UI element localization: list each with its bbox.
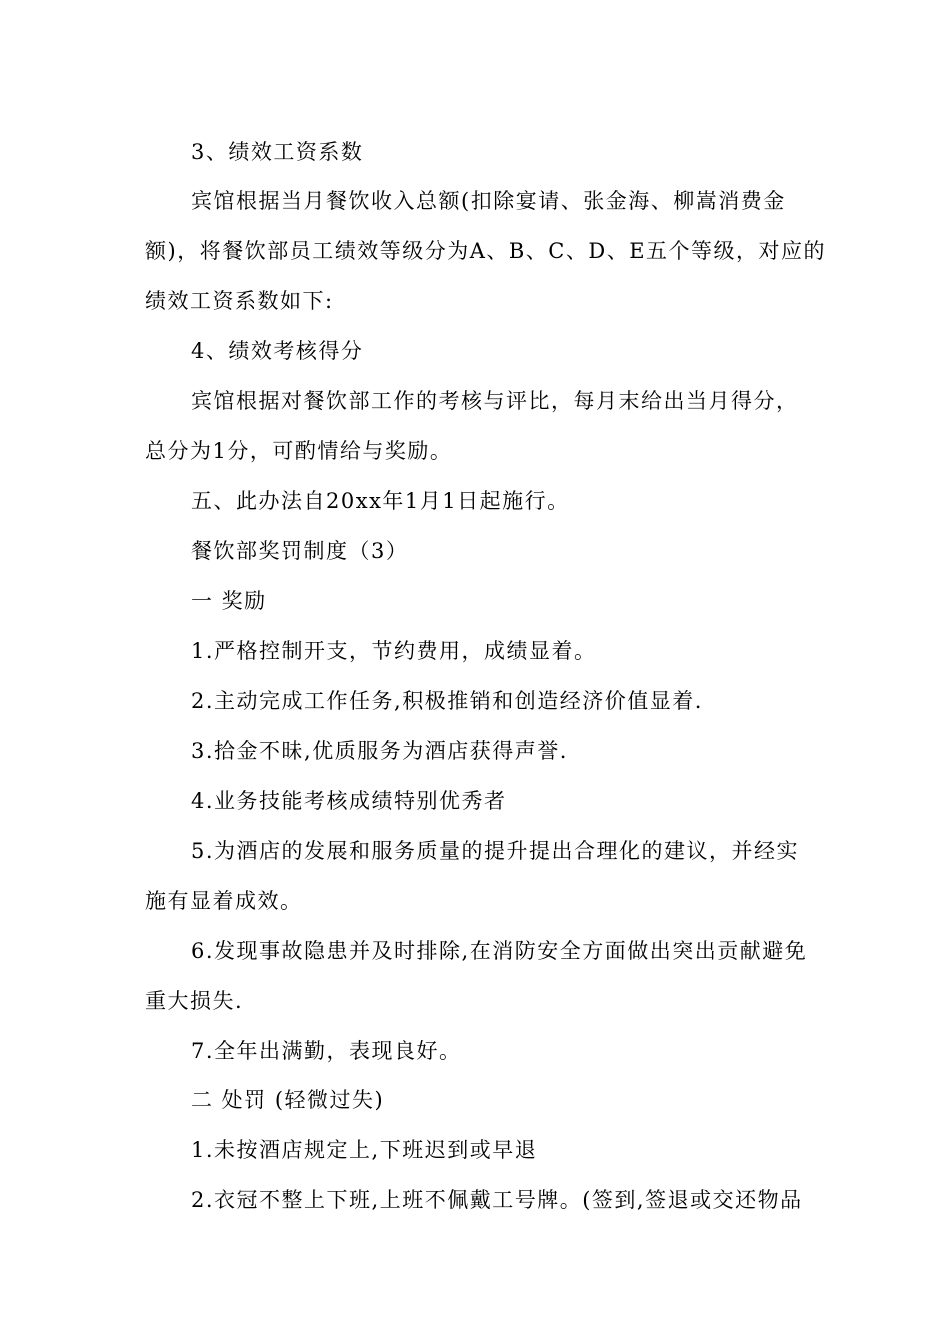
list-item: 1.严格控制开支，节约费用，成绩显着。 — [191, 639, 597, 663]
heading-performance-coefficient: 3、绩效工资系数 — [191, 140, 364, 164]
paragraph-line: 宾馆根据对餐饮部工作的考核与评比，每月末给出当月得分， — [191, 389, 799, 413]
paragraph-line: 宾馆根据当月餐饮收入总额(扣除宴请、张金海、柳嵩消费金 — [191, 189, 786, 213]
heading-performance-score: 4、绩效考核得分 — [191, 339, 364, 363]
heading-rewards: 一 奖励 — [191, 589, 267, 613]
list-item: 3.拾金不昧,优质服务为酒店获得声誉. — [191, 739, 568, 763]
list-item: 2.衣冠不整上下班,上班不佩戴工号牌。(签到,签退或交还物品 — [191, 1188, 803, 1212]
paragraph-line: 额)，将餐饮部员工绩效等级分为A、B、C、D、E五个等级，对应的 — [145, 239, 827, 263]
section-title: 餐饮部奖罚制度（3） — [191, 539, 409, 563]
list-item: 4.业务技能考核成绩特别优秀者 — [191, 789, 507, 813]
list-item: 7.全年出满勤，表现良好。 — [191, 1039, 462, 1063]
list-item: 1.未按酒店规定上,下班迟到或早退 — [191, 1138, 538, 1162]
effective-date-line: 五、此办法自20xx年1月1日起施行。 — [191, 489, 570, 513]
paragraph-line: 总分为1分，可酌情给与奖励。 — [145, 439, 453, 463]
list-item: 2.主动完成工作任务,积极推销和创造经济价值显着. — [191, 689, 703, 713]
list-item: 5.为酒店的发展和服务质量的提升提出合理化的建议，并经实 — [191, 839, 800, 863]
list-item: 6.发现事故隐患并及时排除,在消防安全方面做出突出贡献避免 — [191, 939, 808, 963]
paragraph-line: 绩效工资系数如下: — [145, 289, 334, 313]
heading-penalties: 二 处罚 (轻微过失) — [191, 1088, 385, 1112]
list-item-continuation: 施有显着成效。 — [145, 889, 303, 913]
list-item-continuation: 重大损失. — [145, 989, 244, 1013]
